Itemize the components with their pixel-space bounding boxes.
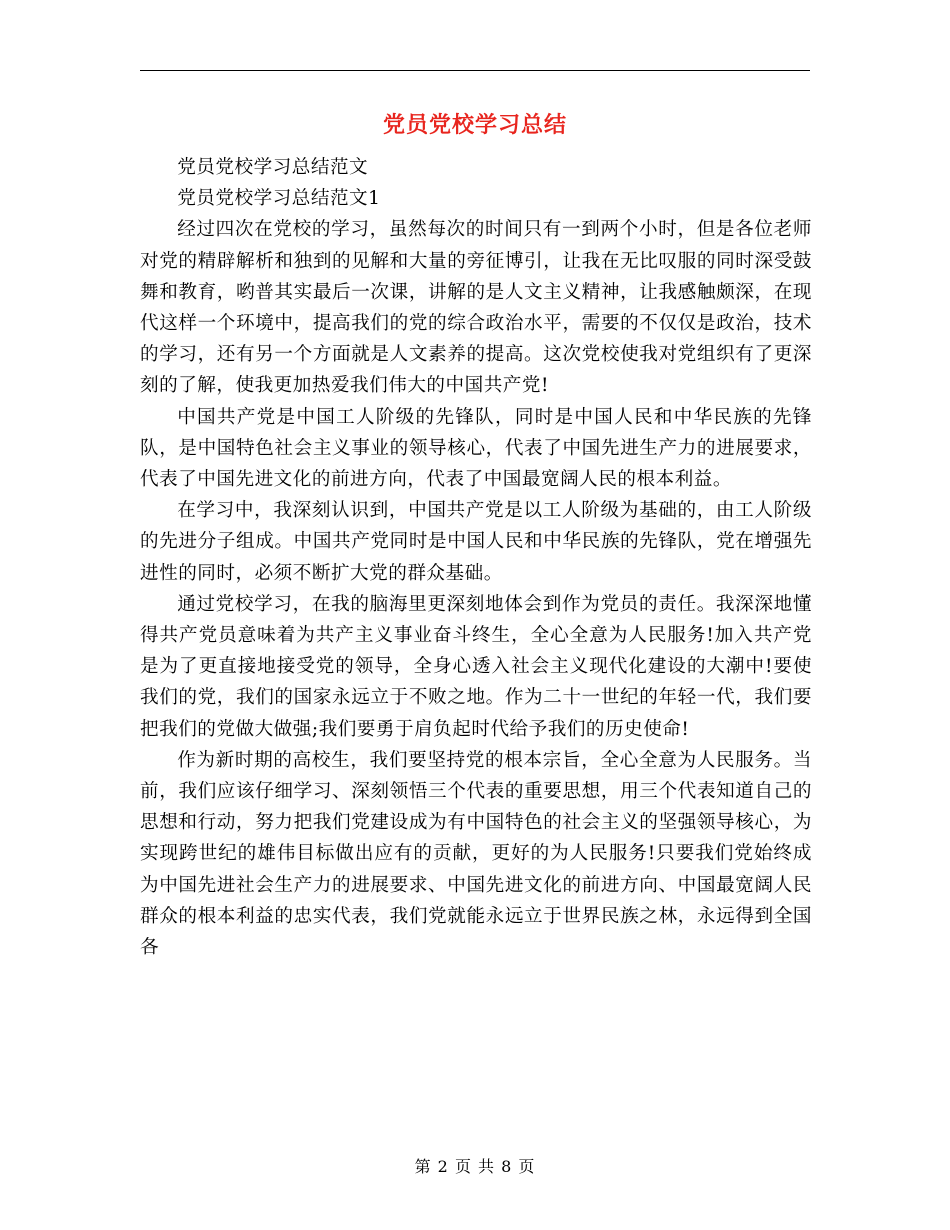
paragraph: 经过四次在党校的学习，虽然每次的时间只有一到两个小时，但是各位老师对党的精辟解析和独到的见解和大量的旁征博引，让我在无比叹服的同时深受鼓舞和教育，哟普其实最后一次课，讲解的是人文主义精神，让我感触颇深，在现代这样一个环境中，提高我们的党的综合政治水平，需要的不仅仅是政治，技术的学习，还有另一个方面就是人文素养的提高。这次党校使我对党组织有了更深刻的了解，使我更加热爱我们伟大的中国共产党! xyxy=(140,219,812,397)
paragraph: 在学习中，我深刻认识到，中国共产党是以工人阶级为基础的，由工人阶级的先进分子组成。中国共产党同时是中国人民和中华民族的先锋队，党在增强先进性的同时，必须不断扩大党的群众基础。 xyxy=(140,500,812,584)
paragraph: 作为新时期的高校生，我们要坚持党的根本宗旨，全心全意为人民服务。当前，我们应该仔细学习、深刻领悟三个代表的重要思想，用三个代表知道自己的思想和行动，努力把我们党建设成为有中国特色的社会主义的坚强领导核心，为实现跨世纪的雄伟目标做出应有的贡献，更好的为人民服务!只要我们党始终成为中国先进社会生产力的进展要求、中国先进文化的前进方向、中国最宽阔人民群众的根本利益的忠实代表，我们党就能永远立于世界民族之林，永远得到全国各 xyxy=(140,749,812,959)
paragraph-section-heading: 党员党校学习总结范文1 xyxy=(177,188,381,210)
document-title: 党员党校学习总结 xyxy=(382,112,567,138)
document-body xyxy=(140,152,812,963)
paragraph-subtitle: 党员党校学习总结范文 xyxy=(177,157,369,178)
header-rule xyxy=(140,70,810,71)
paragraph: 中国共产党是中国工人阶级的先锋队，同时是中国人民和中华民族的先锋队，是中国特色社会主义事业的领导核心，代表了中国先进生产力的进展要求，代表了中国先进文化的前进方向，代表了中国最宽阔人民的根本利益。 xyxy=(140,406,812,491)
paragraph: 通过党校学习，在我的脑海里更深刻地体会到作为党员的责任。我深深地懂得共产党员意味着为共产主义事业奋斗终生，全心全意为人民服务!加入共产党是为了更直接地接受党的领导，全身心透入社会主义现代化建设的大潮中!要使我们的党，我们的国家永远立于不败之地。作为二十一世纪的年轻一代，我们要把我们的党做大做强;我们要勇于肩负起时代给予我们的历史使命! xyxy=(140,593,812,740)
page-number: 第 2 页 共 8 页 xyxy=(414,1157,536,1176)
